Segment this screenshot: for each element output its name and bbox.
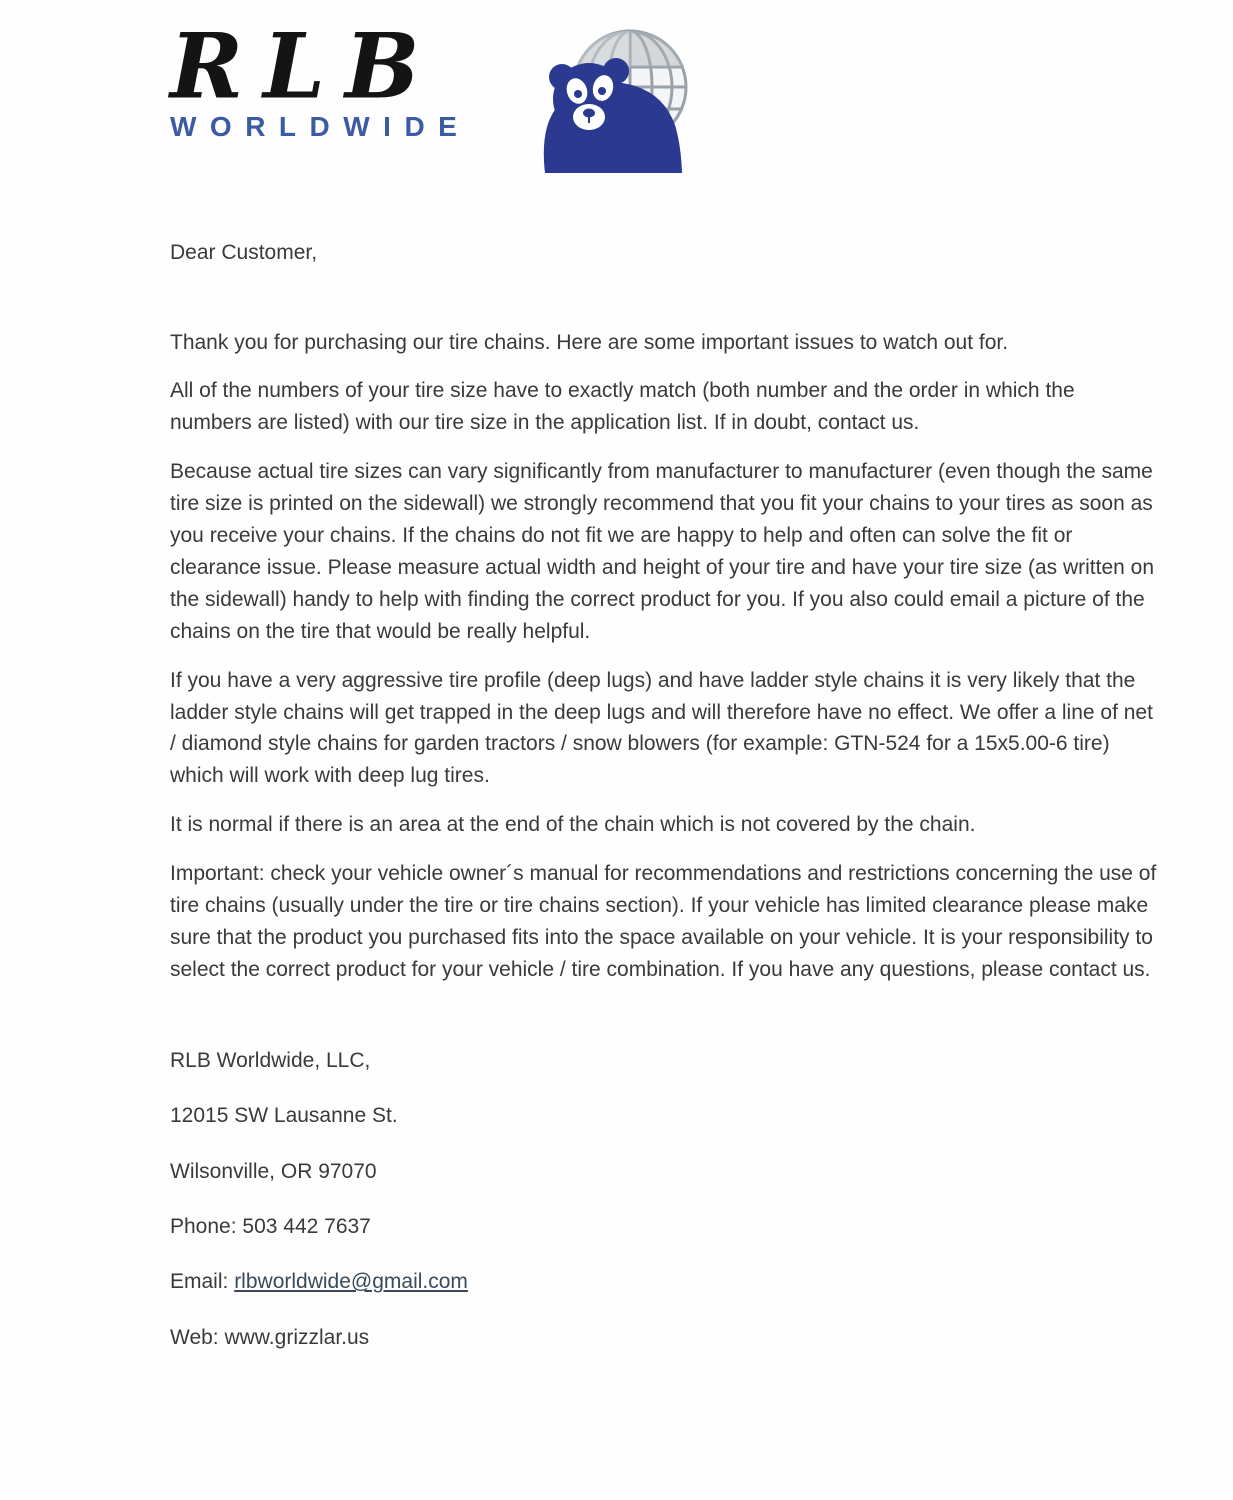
paragraph-fit-recommendation: Because actual tire sizes can vary significantly from manufacturer to manufacturer (even though the same tire size is printed on the sidewall) we strongly recommend that you fit your chains to your tires as soon as you receive your chains. If the chains do not fit we are happy to help and often can solve the fit or clearance issue. Please measure actual width and height of your tire and have your tire size (as written on the sidewall) handy to help with finding the correct product for you. If you also could email a picture of the chains on the tire that would be really helpful.: [170, 460, 1155, 643]
paragraph-thank-you: Thank you for purchasing our tire chains. Here are some important issues to watch out for.: [170, 330, 1009, 354]
paragraph-deep-lugs: If you have a very aggressive tire profile (deep lugs) and have ladder style chains it is very likely that the ladder style chains will get trapped in the deep lugs and will therefore have no effect. We offer a line of net / diamond style chains for garden tractors / snow blowers (for example: GTN-524 for a 15x5.00-6 tire) which will work with deep lug tires.: [170, 668, 1153, 788]
contact-phone: Phone: 503 442 7637: [170, 1214, 371, 1238]
contact-street: 12015 SW Lausanne St.: [170, 1104, 398, 1128]
company-logo: [170, 12, 1160, 175]
paragraph-important: Important: check your vehicle owner´s manual for recommendations and restrictions concerning the use of tire chains (usually under the tire or tire chains section). If your vehicle has limited clearance please make sure that the product you purchased fits into the space available on your vehicle. It is your responsibility to select the correct product for your vehicle / tire combination. If you have any questions, please contact us.: [170, 862, 1157, 981]
letter-body: [170, 327, 1160, 986]
logo-text-block: [170, 12, 515, 143]
contact-email-line: [170, 1267, 1160, 1296]
contact-company: RLB Worldwide, LLC,: [170, 1048, 371, 1072]
paragraph-tire-size-match: All of the numbers of your tire size have to exactly match (both number and the order in which the numbers are listed) with our tire size in the application list. If in doubt, contact us.: [170, 379, 1075, 435]
contact-city: Wilsonville, OR 97070: [170, 1159, 377, 1183]
contact-block: [170, 1046, 1160, 1352]
salutation: Dear Customer,: [170, 241, 318, 264]
contact-web: Web: www.grizzlar.us: [170, 1325, 370, 1349]
logo-worldwide-wordmark: WORLDWIDE: [170, 110, 471, 142]
logo-rlb-wordmark: RLB: [170, 12, 440, 120]
bear-globe-icon: [517, 25, 707, 178]
email-link[interactable]: rlbworldwide@gmail.com: [234, 1270, 468, 1294]
paragraph-chain-end: It is normal if there is an area at the end of the chain which is not covered by the chain.: [170, 813, 976, 837]
contact-email-label: Email:: [170, 1270, 235, 1294]
